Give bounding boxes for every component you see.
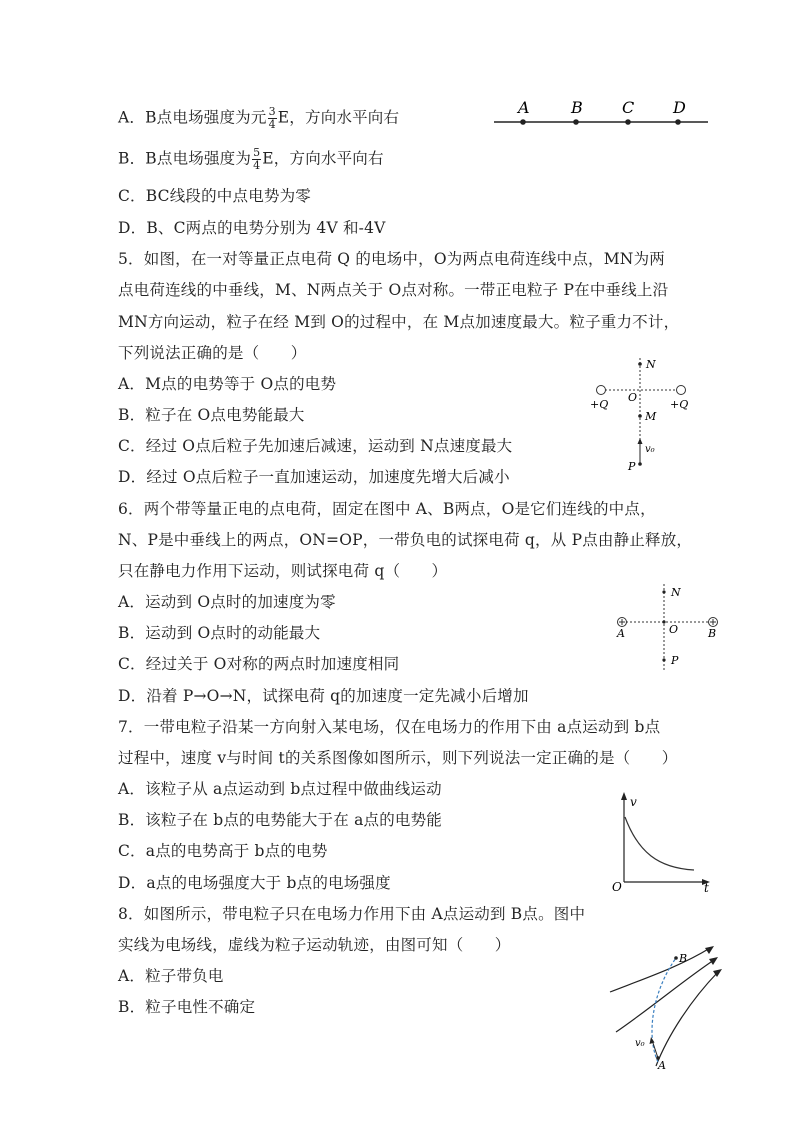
axis-label-o: O: [612, 880, 622, 894]
fig-label-o: O: [669, 623, 679, 636]
fig-label-b: B: [571, 98, 583, 117]
q5-stem-line2: 点电荷连线的中垂线，M、N两点关于 O点对称。一带正电粒子 P在中垂线上沿: [118, 281, 669, 299]
q5-figure: [588, 354, 693, 474]
q7-stem-line2: 过程中，速度 v与时间 t的关系图像如图所示，则下列说法一定正确的是（ ）: [118, 749, 678, 767]
q5-stem-line1: 5．如图，在一对等量正点电荷 Q 的电场中，O为两点电荷连线中点，MN为两: [118, 250, 665, 268]
fraction: $\frac{3}{4}$: [268, 105, 276, 131]
fig-label-n: N: [671, 586, 681, 599]
q8-figure: [606, 940, 726, 1070]
fig-label-m: M: [645, 410, 657, 423]
q6-figure: [612, 582, 722, 678]
q6-option-b: B．运动到 O点时的动能最大: [118, 624, 321, 642]
q8-stem-line1: 8．如图所示，带电粒子只在电场力作用下由 A点运动到 B点。图中: [118, 905, 586, 923]
q6-stem-line3: 只在静电力作用下运动，则试探电荷 q（ ）: [118, 562, 448, 580]
q5-stem-line4: 下列说法正确的是（ ）: [118, 344, 307, 362]
fig-label-n: N: [646, 358, 656, 371]
fig-label-p: P: [671, 654, 679, 667]
q4-figure: [490, 96, 715, 132]
q7-option-a: A．该粒子从 a点运动到 b点过程中做曲线运动: [118, 780, 442, 798]
fig-label-b: B: [679, 952, 688, 965]
q5-option-b: B．粒子在 O点电势能最大: [118, 406, 305, 424]
axis-label-v: v: [630, 795, 637, 809]
q4-option-b: B．B点电场强度为 $\frac{5}{4}$ E，方向水平向右: [118, 146, 384, 172]
fig-label-v0: v₀: [635, 1038, 645, 1049]
fig-label-a: A: [617, 627, 625, 640]
q8-option-a: A．粒子带负电: [118, 967, 224, 985]
q4-option-a: A．B点电场强度为元 $\frac{3}{4}$ E，方向水平向右: [118, 105, 400, 131]
axis-label-t: t: [704, 881, 709, 895]
q6-option-c: C．经过关于 O对称的两点时加速度相同: [118, 655, 400, 673]
q7-option-b: B．该粒子在 b点的电势能大于在 a点的电势能: [118, 811, 443, 829]
q5-option-c: C．经过 O点后粒子先加速后减速，运动到 N点速度最大: [118, 437, 513, 455]
q4-option-c: C．BC线段的中点电势为零: [118, 187, 311, 205]
q7-figure: [608, 790, 718, 895]
q8-stem-line2: 实线为电场线，虚线为粒子运动轨迹，由图可知（ ）: [118, 936, 511, 954]
q5-stem-line3: MN方向运动，粒子在经 M到 O的过程中，在 M点加速度最大。粒子重力不计，: [118, 313, 680, 331]
q5-option-d: D．经过 O点后粒子一直加速运动，加速度先增大后减小: [118, 468, 510, 486]
q6-stem-line2: N、P是中垂线上的两点，ON=OP，一带负电的试探电荷 q，从 P点由静止释放，: [118, 531, 693, 549]
q6-option-d: D．沿着 P→O→N，试探电荷 q的加速度一定先减小后增加: [118, 687, 529, 705]
fraction: $\frac{5}{4}$: [253, 146, 261, 172]
q7-option-c: C．a点的电势高于 b点的电势: [118, 842, 328, 860]
fig-label-d: D: [673, 98, 686, 117]
fig-label-p: P: [628, 460, 636, 473]
q7-stem-line1: 7．一带电粒子沿某一方向射入某电场，仅在电场力的作用下由 a点运动到 b点: [118, 718, 661, 736]
q6-stem-line1: 6．两个带等量正电的点电荷，固定在图中 A、B两点，O是它们连线的中点，: [118, 500, 656, 518]
q6-option-a: A．运动到 O点时的加速度为零: [118, 593, 336, 611]
q7-option-d: D．a点的电场强度大于 b点的电场强度: [118, 874, 391, 892]
fig-label-a: A: [518, 98, 530, 117]
q4-option-d: D．B、C两点的电势分别为 4V 和-4V: [118, 219, 386, 237]
q5-option-a: A．M点的电势等于 O点的电势: [118, 375, 337, 393]
fig-label-a: A: [658, 1059, 666, 1072]
fig-label-b: B: [708, 627, 717, 640]
fig-label-right-q: +Q: [670, 398, 689, 411]
q8-option-b: B．粒子电性不确定: [118, 998, 256, 1016]
fig-label-left-q: +Q: [590, 398, 609, 411]
fig-label-c: C: [622, 98, 635, 117]
fig-label-v0: v₀: [645, 444, 655, 455]
fig-label-o: O: [628, 391, 638, 404]
